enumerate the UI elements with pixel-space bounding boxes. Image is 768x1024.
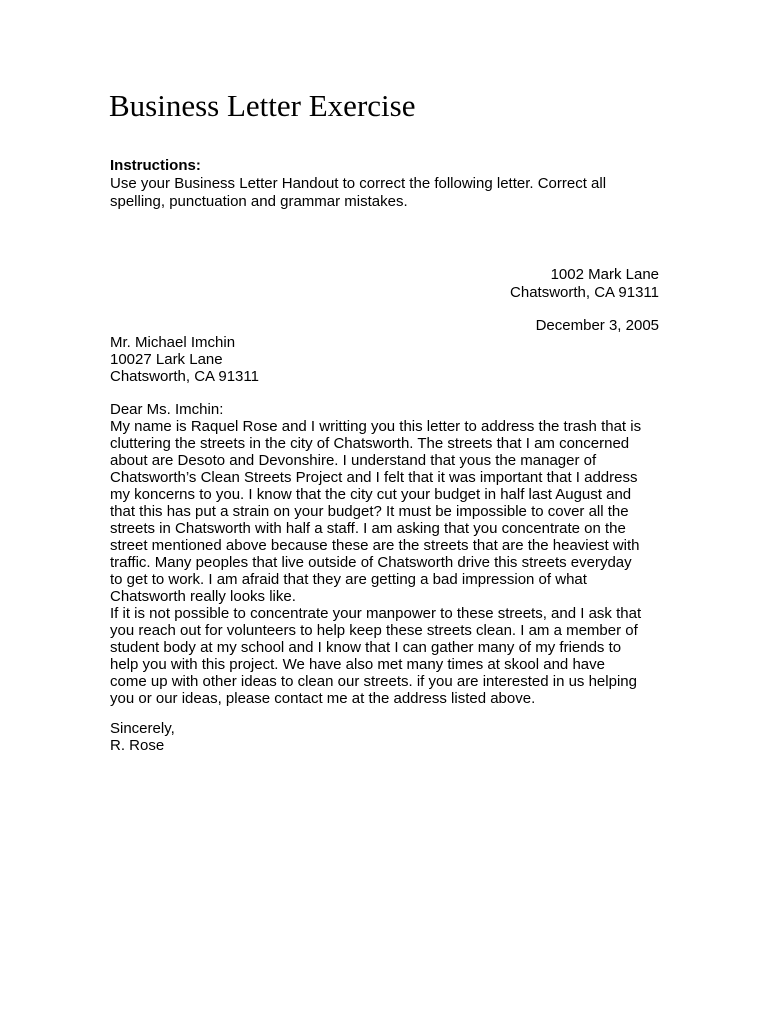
instructions-label: Instructions: xyxy=(110,157,201,174)
salutation: Dear Ms. Imchin: xyxy=(110,401,224,418)
closing-block xyxy=(110,720,175,754)
valediction: Sincerely, xyxy=(110,720,175,737)
body-line: traffic. Many peoples that live outside of Chatsworth drive this streets everyday xyxy=(110,554,632,571)
body-line: to get to work. I am afraid that they are getting a bad impression of what xyxy=(110,571,587,588)
recipient-address xyxy=(110,334,259,385)
body-line: you reach out for volunteers to help keep these streets clean. I am a member of xyxy=(110,622,638,639)
body-line: My name is Raquel Rose and I writting you this letter to address the trash that is xyxy=(110,418,642,435)
body-line: help you with this project. We have also met many times at skool and have xyxy=(110,656,605,673)
sender-city: Chatsworth, CA 91311 xyxy=(510,284,659,301)
instructions-block xyxy=(110,157,670,211)
body-line: If it is not possible to concentrate your manpower to these streets, and I ask that xyxy=(110,605,642,622)
body-line: my koncerns to you. I know that the city cut your budget in half last August and xyxy=(110,486,632,503)
letter-body xyxy=(110,418,670,707)
instructions-text: Use your Business Letter Handout to correct the following letter. Correct all spelling, punctuation and grammar mistakes. xyxy=(110,175,607,210)
recipient-street: 10027 Lark Lane xyxy=(110,351,223,368)
body-line: about are Desoto and Devonshire. I understand that yous the manager of xyxy=(110,452,597,469)
body-line: Chatsworth’s Clean Streets Project and I felt that it was important that I address xyxy=(110,469,638,486)
body-line: cluttering the streets in the city of Chatsworth. The streets that I am concerned xyxy=(110,435,630,452)
body-line: streets in Chatsworth with half a staff. I am asking that you concentrate on the xyxy=(110,520,626,537)
body-line: street mentioned above because these are the streets that are the heaviest with xyxy=(110,537,640,554)
recipient-name: Mr. Michael Imchin xyxy=(110,334,236,351)
body-line: you or our ideas, please contact me at the address listed above. xyxy=(110,690,536,707)
page-title: Business Letter Exercise xyxy=(109,88,416,123)
body-line: that this has put a strain on your budget? It must be impossible to cover all the xyxy=(110,503,629,520)
letter-date: December 3, 2005 xyxy=(535,317,659,334)
body-line: come up with other ideas to clean our streets. if you are interested in us helping xyxy=(110,673,637,690)
body-line: Chatsworth really looks like. xyxy=(110,588,296,605)
sender-street: 1002 Mark Lane xyxy=(550,266,659,283)
signature: R. Rose xyxy=(110,737,165,754)
body-line: student body at my school and I know that I can gather many of my friends to xyxy=(110,639,622,656)
sender-address xyxy=(510,266,659,302)
recipient-city: Chatsworth, CA 91311 xyxy=(110,368,259,385)
